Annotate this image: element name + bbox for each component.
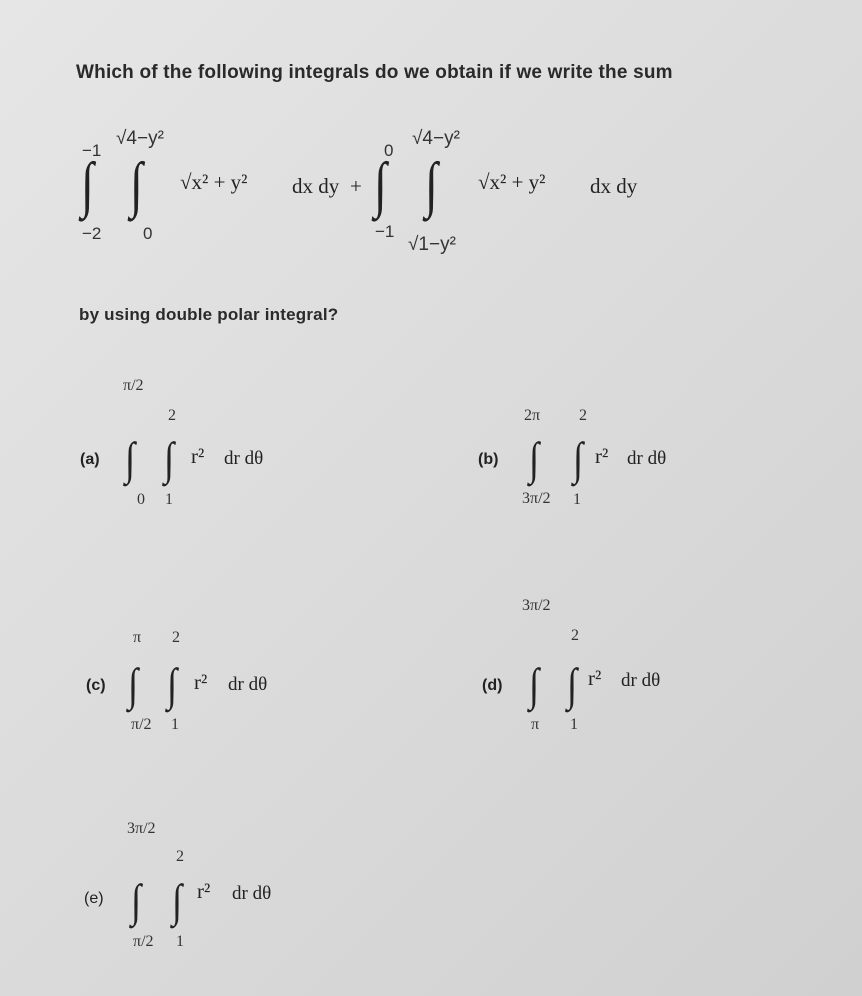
r-lower-limit: 1: [573, 491, 581, 508]
differentials: dr dθ: [627, 448, 667, 469]
theta-upper-limit: π/2: [123, 377, 144, 394]
r-upper-limit: 2: [176, 848, 184, 865]
r-integral-sign: ∫: [573, 433, 584, 484]
question-text: Which of the following integrals do we obtain if we write the sum: [76, 62, 673, 83]
differentials: dx dy: [292, 174, 340, 198]
theta-lower-limit: π: [531, 716, 540, 733]
differentials: dr dθ: [224, 448, 264, 469]
theta-upper-limit: 3π/2: [522, 597, 551, 614]
inner-lower-limit: √1−y²: [408, 234, 456, 255]
theta-integral-sign: ∫: [125, 433, 136, 484]
inner-upper-limit: √4−y²: [116, 128, 164, 149]
integrand: r²: [197, 879, 211, 903]
differentials: dr dθ: [621, 670, 661, 691]
inner-lower-limit: 0: [143, 224, 153, 243]
theta-integral-sign: ∫: [529, 659, 540, 710]
theta-upper-limit: π: [133, 629, 142, 646]
r-integral-sign: ∫: [167, 659, 178, 710]
integrand: r²: [588, 666, 602, 690]
theta-lower-limit: π/2: [131, 716, 152, 733]
inner-integral-sign: ∫: [130, 151, 143, 219]
r-lower-limit: 1: [176, 933, 184, 950]
theta-lower-limit: 3π/2: [522, 490, 551, 507]
r-upper-limit: 2: [571, 627, 579, 644]
differentials: dx dy: [590, 174, 638, 198]
r-upper-limit: 2: [579, 407, 587, 424]
differentials: dr dθ: [232, 883, 272, 904]
theta-upper-limit: 2π: [524, 407, 541, 424]
r-upper-limit: 2: [168, 407, 176, 424]
integrand: √x² + y²: [180, 170, 248, 194]
option-label: (e): [84, 890, 104, 907]
r-upper-limit: 2: [172, 629, 180, 646]
outer-lower-limit: −1: [375, 222, 395, 241]
outer-upper-limit: −1: [82, 141, 102, 160]
r-integral-sign: ∫: [172, 875, 183, 926]
inner-upper-limit: √4−y²: [412, 128, 460, 149]
integrand: √x² + y²: [478, 170, 546, 194]
question-continuation: by using double polar integral?: [79, 305, 339, 324]
option-label: (d): [482, 677, 503, 694]
theta-upper-limit: 3π/2: [127, 820, 156, 837]
inner-integral-sign: ∫: [425, 151, 438, 219]
differentials: dr dθ: [228, 674, 268, 695]
outer-upper-limit: 0: [384, 141, 394, 160]
theta-integral-sign: ∫: [128, 659, 139, 710]
theta-integral-sign: ∫: [131, 875, 142, 926]
outer-integral-sign: ∫: [81, 151, 94, 219]
integrand: r²: [194, 670, 208, 694]
option-label: (b): [478, 451, 499, 468]
outer-lower-limit: −2: [82, 224, 102, 243]
option-label: (c): [86, 677, 106, 694]
integrand: r²: [191, 444, 205, 468]
theta-lower-limit: π/2: [133, 933, 154, 950]
theta-lower-limit: 0: [137, 491, 145, 508]
r-integral-sign: ∫: [164, 433, 175, 484]
integrand: r²: [595, 444, 609, 468]
option-label: (a): [80, 451, 100, 468]
outer-integral-sign: ∫: [374, 151, 387, 219]
theta-integral-sign: ∫: [529, 433, 540, 484]
r-lower-limit: 1: [171, 716, 179, 733]
r-integral-sign: ∫: [567, 659, 578, 710]
r-lower-limit: 1: [165, 491, 173, 508]
plus-sign: +: [350, 174, 362, 198]
r-lower-limit: 1: [570, 716, 578, 733]
